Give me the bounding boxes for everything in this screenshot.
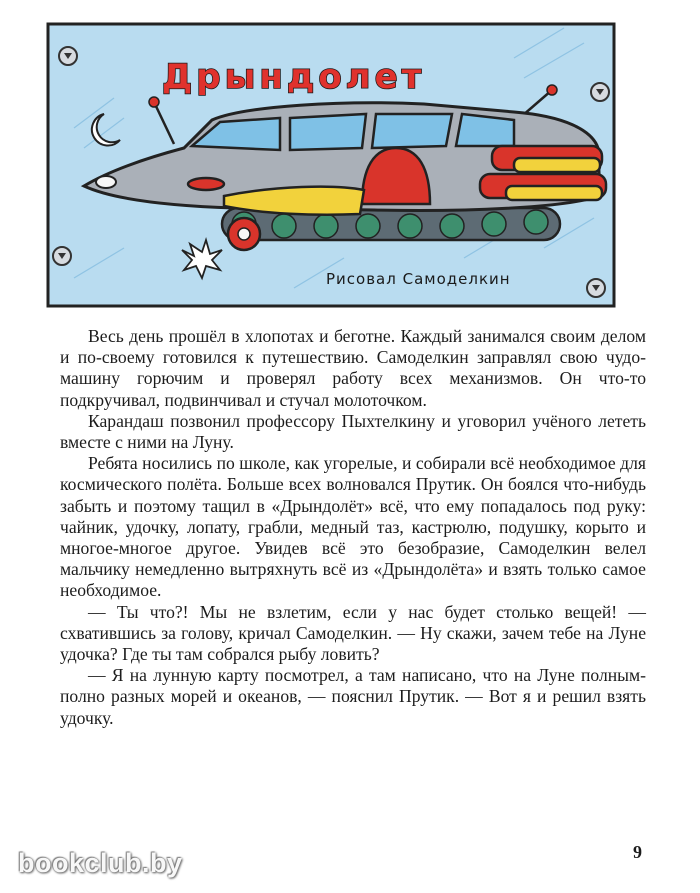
paragraph-2: Карандаш позвонил профессору Пыхтелкину и уговорил учёного лететь вместе с ними на Луну. xyxy=(60,410,646,453)
paragraph-3: Ребята носились по школе, как угорелые, и собирали всё необходимое для космического полёта. Больше всех волновался Прутик. Он боялся что-нибудь забыть и поэтому тащил в «Дрындолёт» всё, что ему попадалось под руку: чайник, удочку, лопату, грабли, медный таз, кастрюлю, подушку, корыто и многое-многое другое. Увидев всё это безобразие, Самоделкин велел мальчику немедленно вытряхнуть всё из «Дрындолёта» и взять только самое необходимое. xyxy=(60,453,646,601)
car-windows xyxy=(192,114,514,150)
story-text xyxy=(60,326,646,729)
page-number: 9 xyxy=(633,842,642,862)
paragraph-1: Весь день прошёл в хлопотах и беготне. Каждый занимался своим делом и по-своему готовился к путешествию. Самоделкин заправлял свою чудо-машину горючим и проверял работу всех механизмов. Он что-то подкручивал, подвинчивал и стучал молоточком. xyxy=(60,326,646,410)
paragraph-4: — Ты что?! Мы не взлетим, если у нас будет столько вещей! — схватившись за голову, кричал Самоделкин. — Ну скажи, зачем тебе на Луне удочка? Где ты там собрался рыбу ловить? xyxy=(60,601,646,665)
dryndolet-illustration xyxy=(44,18,618,312)
paragraph-5: — Я на лунную карту посмотрел, а там написано, что на Луне полным-полно разных морей и океанов, — пояснил Прутик. — Вот я и решил взять удочку. xyxy=(60,665,646,728)
illustration-title: Дрындолет xyxy=(162,57,426,97)
headlight xyxy=(96,176,116,188)
illustration-signature: Рисовал Самоделкин xyxy=(326,270,511,288)
watermark: bookclub.by xyxy=(18,848,183,878)
